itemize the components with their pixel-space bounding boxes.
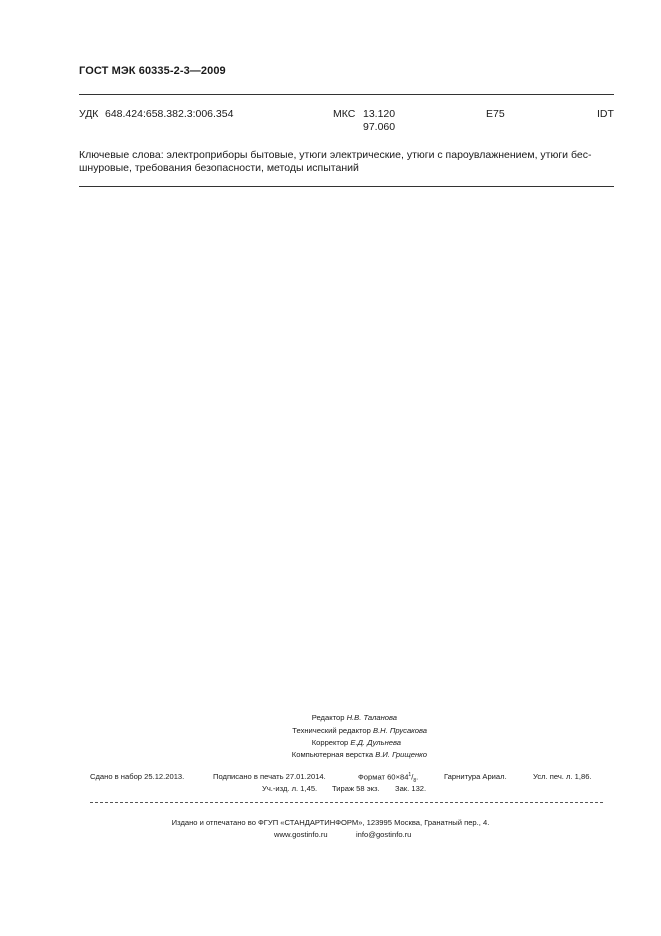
print-zak: Зак. 132.: [395, 784, 427, 793]
credit-editor: [312, 713, 397, 722]
credit-role: Компьютерная верстка: [291, 750, 374, 759]
idt-code: IDT: [597, 108, 614, 120]
e-code: Е75: [486, 108, 505, 120]
credit-name: В.И. Грищенко: [375, 750, 427, 759]
email-link[interactable]: info@gostinfo.ru: [356, 830, 412, 839]
format-sup: 1: [408, 772, 412, 778]
credit-role: Корректор: [311, 738, 349, 747]
top-divider: [79, 94, 614, 95]
credit-tech-editor: [292, 726, 427, 735]
print-tirazh: Тираж 58 экз.: [332, 784, 380, 793]
format-sub: 8: [413, 778, 417, 785]
website-link[interactable]: www.gostinfo.ru: [274, 830, 328, 839]
credit-name: Н.В. Таланова: [346, 713, 397, 722]
print-info-divider: [90, 802, 603, 803]
keywords-line-1: Ключевые слова: электроприборы бытовые, утюги электрические, утюги с пароувлажнением, утюги бес-: [79, 149, 592, 161]
format-label: Формат 60×84: [358, 772, 409, 782]
mks-value-2: 97.060: [363, 121, 396, 133]
credit-name: В.Н. Прусакова: [373, 726, 427, 735]
print-typeface: Гарнитура Ариал.: [444, 772, 507, 781]
mks-label: МКС: [333, 108, 356, 120]
udk-value: 648.424:658.382.3:006.354: [105, 108, 234, 120]
mks-value-1: 13.120: [363, 108, 396, 120]
keywords-line-2: шнуровые, требования безопасности, методы испытаний: [79, 162, 359, 174]
keywords-divider: [79, 186, 614, 187]
credit-role: Редактор: [311, 713, 345, 722]
document-title: ГОСТ МЭК 60335-2-3—2009: [79, 65, 226, 77]
print-uch: Уч.-изд. л. 1,45.: [262, 784, 318, 793]
print-usl: Усл. печ. л. 1,86.: [533, 772, 592, 781]
publisher-line: Издано и отпечатано во ФГУП «СТАНДАРТИНФОРМ», 123995 Москва, Гранатный пер., 4.: [171, 818, 490, 827]
credit-name: Е.Д. Дульнева: [350, 738, 401, 747]
print-sent: Сдано в набор 25.12.2013.: [90, 772, 185, 781]
credit-corrector: [312, 738, 401, 747]
credit-layout: [292, 750, 427, 759]
print-format: Формат $60\times 84^1/_8$.: [358, 772, 419, 785]
credit-role: Технический редактор: [292, 726, 371, 735]
print-signed: Подписано в печать 27.01.2014.: [213, 772, 326, 781]
udk-label: УДК: [79, 108, 99, 120]
